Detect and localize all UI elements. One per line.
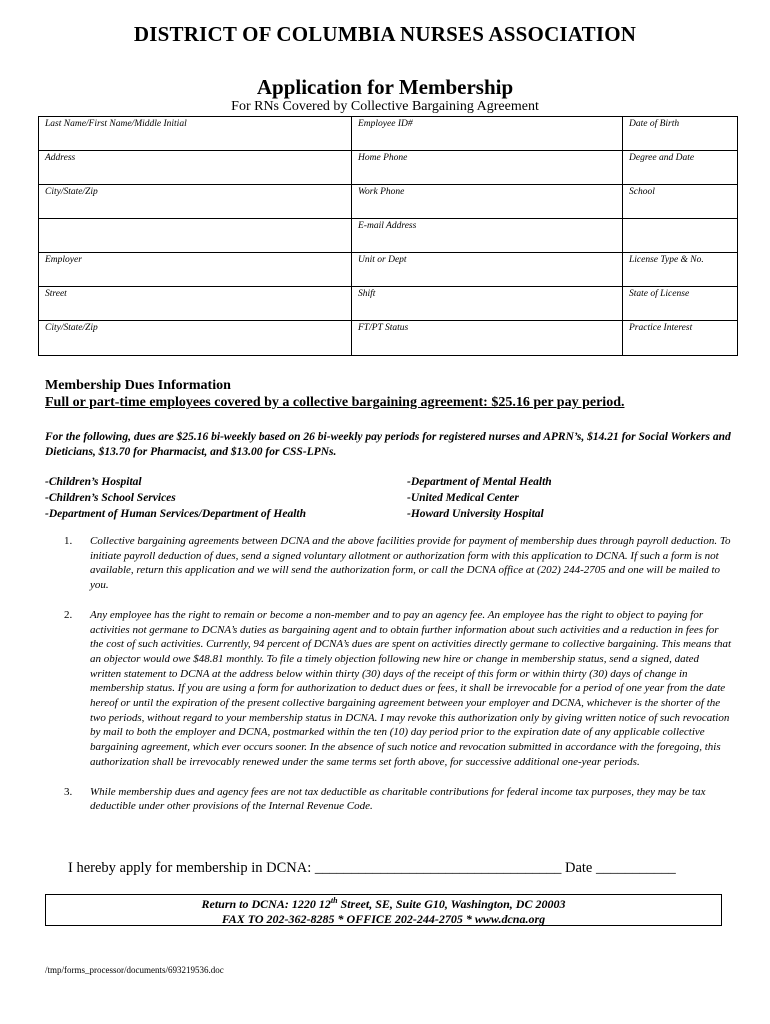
note-number: 1.: [64, 535, 73, 547]
date-of-birth-field[interactable]: Date of Birth: [623, 117, 738, 151]
home-city-state-zip-field[interactable]: City/State/Zip: [39, 185, 352, 219]
work-phone-field[interactable]: Work Phone: [352, 185, 623, 219]
dues-subheading: Full or part-time employees covered by a collective bargaining agreement: $25.16 per pay period.: [45, 395, 625, 410]
note-number: 2.: [64, 608, 73, 621]
signature-line: [68, 860, 748, 877]
facility-item: -Children’s School Services: [45, 492, 176, 504]
employee-id-field[interactable]: Employee ID#: [352, 117, 623, 151]
applicant-info-grid: [38, 116, 738, 356]
facility-item: -Department of Mental Health: [407, 476, 552, 488]
school-field[interactable]: School: [623, 185, 738, 219]
employer-city-state-zip-field[interactable]: City/State/Zip: [39, 321, 352, 356]
employer-street-field[interactable]: Street: [39, 287, 352, 321]
document-path: /tmp/forms_processor/documents/693219536.doc: [45, 965, 224, 975]
return-address-box: [45, 894, 722, 926]
facility-item: -Howard University Hospital: [407, 508, 544, 520]
signature-label: I hereby apply for membership in DCNA:: [68, 860, 312, 876]
facility-item: -Department of Human Services/Department of Health: [45, 508, 306, 520]
email-field[interactable]: E-mail Address: [352, 219, 623, 253]
facility-item: -United Medical Center: [407, 492, 519, 504]
date-label: Date: [564, 860, 593, 876]
application-title: Application for Membership: [256, 75, 514, 99]
name-field[interactable]: Last Name/First Name/Middle Initial: [39, 117, 352, 151]
date-blank[interactable]: ___________: [595, 860, 676, 876]
note-text: Collective bargaining agreements between DCNA and the above facilities provide for payment of membership dues through payroll deduction. To initiate payroll deduction of dues, send a signed voluntary allotment or authorization form with this application to DCNA. If such a form is not available, return this application and we will send the authorization form, or call the DCNA office at (202) 244-2705 and one will be mailed to you.: [90, 535, 731, 592]
state-of-license-field[interactable]: State of License: [623, 287, 738, 321]
note-number: 3.: [64, 785, 73, 798]
contact-line: FAX TO 202-362-8285 * OFFICE 202-244-2705 * www.dcna.org: [221, 912, 546, 926]
dues-heading: Membership Dues Information: [45, 378, 231, 393]
notes-list: [64, 534, 732, 829]
unit-dept-field[interactable]: Unit or Dept: [352, 253, 623, 287]
blank-cell[interactable]: [623, 219, 738, 253]
application-subtitle: For RNs Covered by Collective Bargaining Agreement: [231, 99, 539, 114]
address-field[interactable]: Address: [39, 151, 352, 185]
dues-rates-paragraph: For the following, dues are $25.16 bi-weekly based on 26 bi-weekly pay periods for registered nurses and APRN’s, $14.21 for Social Workers and Dieticians, $13.70 for Pharmacist, and $13.00 for CSS-LPNs.: [45, 431, 731, 458]
blank-cell[interactable]: [39, 219, 352, 253]
shift-field[interactable]: Shift: [352, 287, 623, 321]
facility-list-left: [45, 474, 405, 522]
organization-title: DISTRICT OF COLUMBIA NURSES ASSOCIATION: [133, 22, 637, 46]
license-type-field[interactable]: License Type & No.: [623, 253, 738, 287]
employer-field[interactable]: Employer: [39, 253, 352, 287]
note-item: [64, 785, 732, 814]
facility-list-right: [407, 474, 737, 522]
note-text: Any employee has the right to remain or become a non-member and to pay an agency fee. An employee has the right to object to paying for activities not germane to DCNA’s duties as bargaining agent and to obtain further information about such activities and a reduction in fees for the cost of such activities. Currently, 94 percent of DCNA’s dues are spent on activities directly germane to collective bargaining. This means that an objector would owe $48.81 monthly. To file a timely objection following new hire or change in membership status, send a signed, dated written statement to DCNA at the address below within thirty (30) days of the receipt of this form or within thirty (30) days of change in membership status. If you are using a form for authorization to deduct dues or fees, it shall be irrevocable for a period of one year from the date hereof or until the expiration of the present collective bargaining agreement between your employer and DCNA, whichever is the shorter of the two periods, without regard to your membership status in DCNA. I may revoke this authorization only by giving written notice of such revocation by mail to both the employer and DCNA, postmarked within the ten (10) day period prior to the expiration date of any applicable collective bargaining agreement, which ever occurs sooner. In the absence of such notice and revocation submitted in accordance with the foregoing, this authorization shall be irrevocably renewed under the same terms set forth above, for successive additional one-year periods.: [90, 608, 732, 768]
facility-item: -Children’s Hospital: [45, 476, 142, 488]
note-item: [64, 534, 732, 593]
return-address-line: Return to DCNA: 1220 12th Street, SE, Suite G10, Washington, DC 20003: [201, 896, 566, 911]
note-item: [64, 608, 732, 770]
ft-pt-status-field[interactable]: FT/PT Status: [352, 321, 623, 356]
degree-date-field[interactable]: Degree and Date: [623, 151, 738, 185]
note-text: While membership dues and agency fees are not tax deductible as charitable contributions for federal income tax purposes, they may be tax deductible under other provisions of the Internal Revenue Code.: [90, 785, 706, 813]
practice-interest-field[interactable]: Practice Interest: [623, 321, 738, 356]
signature-blank[interactable]: __________________________________: [314, 860, 562, 876]
home-phone-field[interactable]: Home Phone: [352, 151, 623, 185]
